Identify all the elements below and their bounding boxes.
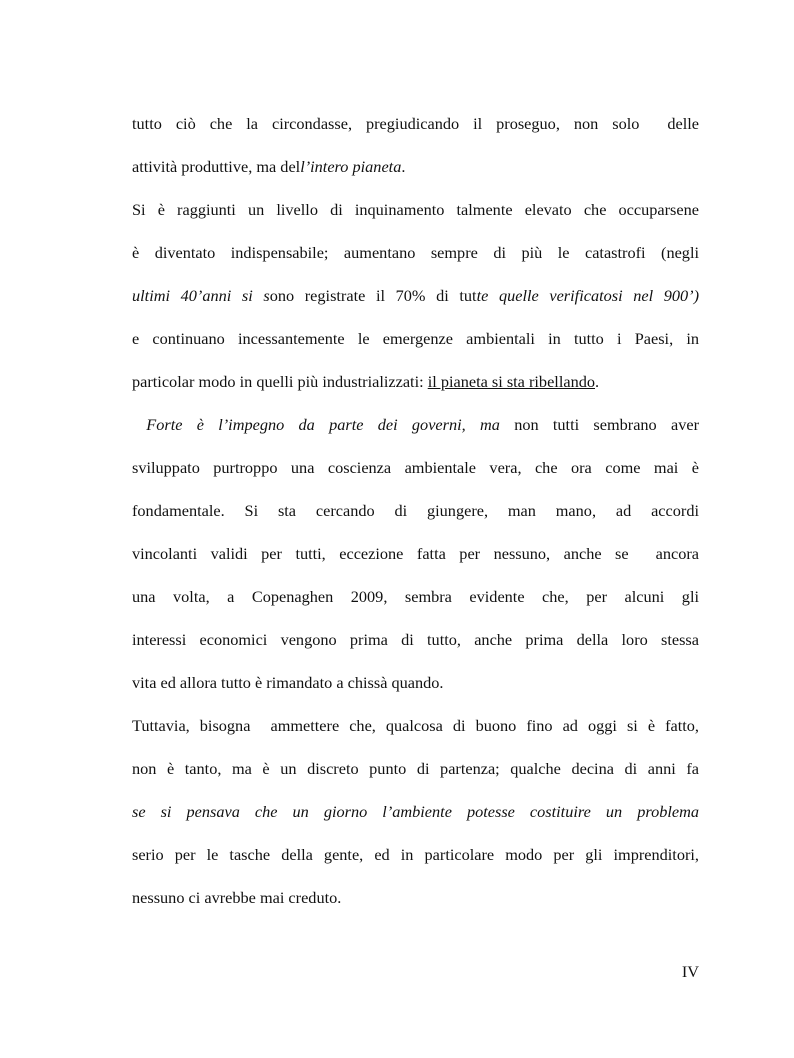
text-line [132,837,699,880]
text-run: non tutti sembrano aver [499,415,699,434]
text-line [132,622,699,665]
text-run: tutto ciò che la circondasse, pregiudicando il proseguo, non solo delle [132,114,699,133]
underlined-text: il pianeta si sta ribellando [427,372,595,391]
text-run: Si è raggiunti un livello di inquinamento talmente elevato che occuparsene [132,200,699,219]
text-line [132,149,699,192]
text-line [132,106,699,149]
text-run: sviluppato purtroppo una coscienza ambientale vera, che ora come mai è [132,458,699,477]
text-line [132,751,699,794]
text-run: vincolanti validi per tutti, eccezione fatta per nessuno, anche se ancora [132,544,699,563]
text-line [132,321,699,364]
text-line [132,794,699,837]
italic-text: ultimi 40’anni si s [132,286,270,305]
italic-text: se si pensava che un giorno l’ambiente potesse costituire un problema [132,802,699,821]
text-run: non è tanto, ma è un discreto punto di partenza; qualche decina di anni fa [132,759,699,778]
text-run: e continuano incessantemente le emergenze ambientali in tutto i Paesi, in [132,329,699,348]
text-line [132,364,699,407]
text-run: . [595,372,600,391]
text-run: Tuttavia, bisogna ammettere che, qualcosa di buono fino ad oggi si è fatto, [132,716,699,735]
text-line [132,450,699,493]
text-line [132,235,699,278]
text-run: vita ed allora tutto è rimandato a chissà quando. [132,673,444,692]
text-line [132,579,699,622]
text-run: fondamentale. Si sta cercando di giungere, man mano, ad accordi [132,501,699,520]
text-run: . [401,157,406,176]
text-run: ono registrate il 70% di tut [269,286,477,305]
text-line [132,407,699,450]
text-run: una volta, a Copenaghen 2009, sembra evidente che, per alcuni gli [132,587,699,606]
text-run: attività produttive, ma del [132,157,301,176]
text-line [132,536,699,579]
text-run: nessuno ci avrebbe mai creduto. [132,888,342,907]
document-body [132,106,699,923]
text-run: è diventato indispensabile; aumentano sempre di più le catastrofi (negli [132,243,699,262]
paragraph [132,708,699,923]
text-run: particolar modo in quelli più industrializzati: [132,372,428,391]
page-number: IV [681,962,699,981]
paragraph [132,192,699,407]
italic-text: l’intero pianeta [300,157,402,176]
text-run: serio per le tasche della gente, ed in particolare modo per gli imprenditori, [132,845,699,864]
text-line [132,880,699,923]
text-line [132,278,699,321]
italic-text: te quelle verificatosi nel 900’) [476,286,700,305]
paragraph [132,106,699,192]
text-line [132,192,699,235]
text-run: interessi economici vengono prima di tutto, anche prima della loro stessa [132,630,699,649]
text-line [132,493,699,536]
paragraph [132,407,699,708]
text-line [132,708,699,751]
text-line [132,665,699,708]
italic-text: Forte è l’impegno da parte dei governi, ma [132,415,500,434]
